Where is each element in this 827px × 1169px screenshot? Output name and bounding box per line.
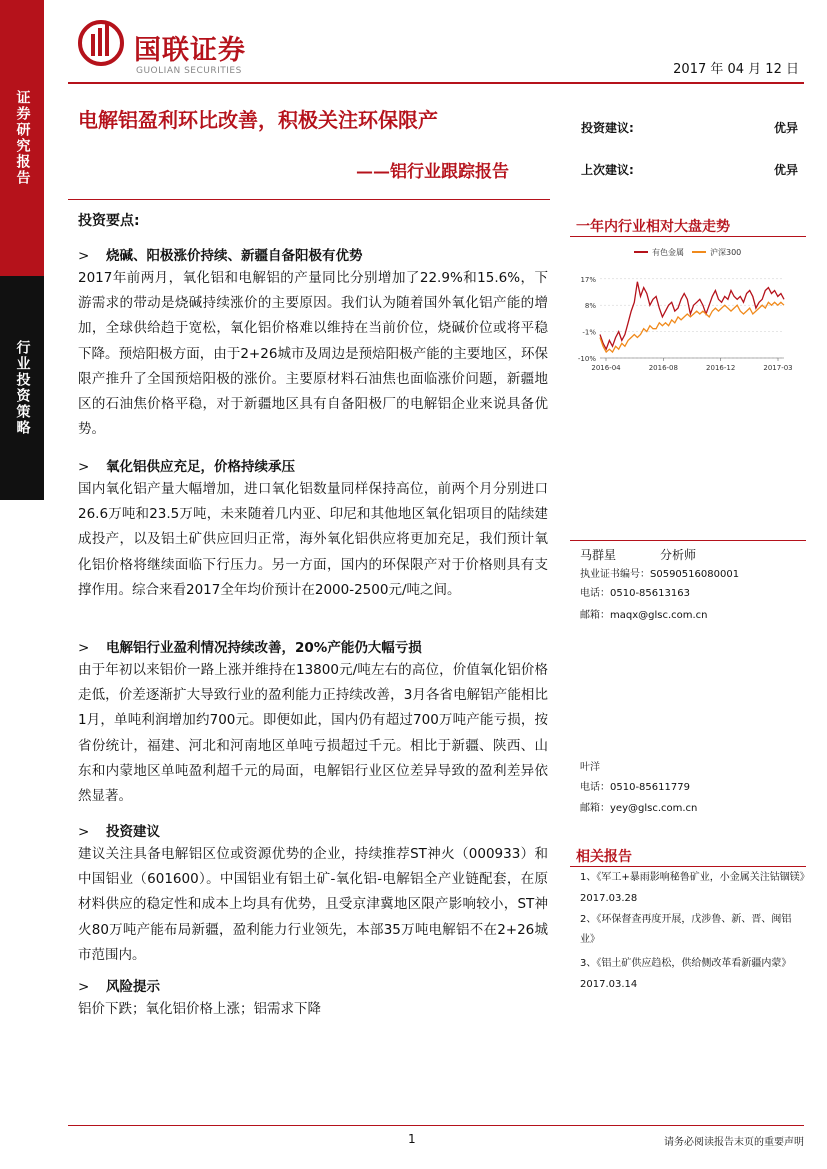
logo-text-en: GUOLIAN SECURITIES — [136, 66, 242, 76]
analyst-email: 邮箱：yey@glsc.com.cn — [580, 803, 698, 814]
report-subtitle: ——铝行业跟踪报告 — [356, 162, 509, 182]
analyst-divider — [570, 540, 806, 541]
paragraph: 2017年前两月，氧化铝和电解铝的产量同比分别增加了22.9%和15.6%，下游需求的带动是烧碱持续涨价的主要原因。我们认为随着国外氧化铝产能的增加，全球供给趋于宽松，氧化铝价格难以维持在当前价位，烧碱价位或将平稳下降。预焙阳极方面，由于2+26城市及周边是预焙阳极产能的主要地区，环保限产推升了全国预焙阳极的涨价。主要原材料石油焦也面临涨价问题，新疆地区的石油焦价格平稳，对于新疆地区具有自备阳极厂的电解铝企业来说具备优势。 — [78, 270, 548, 438]
arrow-right-icon: > — [78, 248, 90, 264]
x-tick-label: 2016-12 — [706, 364, 736, 372]
chart-heading-divider — [570, 236, 806, 237]
analyst-phone: 电话：0510-85613163 — [580, 588, 690, 599]
arrow-right-icon: > — [78, 640, 90, 656]
arrow-right-icon: > — [78, 459, 90, 475]
section-title: 投资要点: — [78, 213, 140, 229]
related-report-date: 2017.03.28 — [580, 893, 638, 904]
related-report-item[interactable]: 1、《军工+暴雨影响秘鲁矿业，小金属关注钴锢镁》 — [580, 872, 810, 883]
paragraph: 国内氧化铝产量大幅增加，进口氧化铝数量同样保持高位，前两个月分别进口26.6万吨和23.5万吨，未来随着几内亚、印尼和其他地区氧化铝项目的陆续建成投产，以及铝土矿供应回归正常，海外氧化铝供应将更加充足，我们预计氧化铝价格将继续面临下行压力。另一方面，国内的环保限产对于价格则具有支撑作用。综合来看2017全年均价预计在2000-2500元/吨之间。 — [78, 481, 548, 598]
related-reports-heading: 相关报告 — [576, 849, 632, 865]
report-title: 电解铝盈利环比改善，积极关注环保限产 — [78, 108, 438, 132]
y-tick-label: 8% — [584, 302, 596, 311]
page-number: 1 — [408, 1132, 416, 1146]
rating-current-label: 投资建议: — [581, 121, 634, 135]
header-divider — [68, 82, 804, 84]
rating-previous-value: 优异 — [774, 163, 799, 177]
rating-previous-label: 上次建议: — [581, 163, 634, 177]
legend-label-csi300: 沪深300 — [710, 248, 742, 257]
paragraph: 建议关注具备电解铝区位或资源优势的企业，持续推荐ST神火（000933）和中国铝业（601600）。中国铝业有铝土矿-氧化铝-电解铝全产业链配套，在原材料供应的稳定性和成本上均具有优势，且受京津冀地区限产影响较小，ST神火80万吨产能布局新疆，盈利能力行业领先，本部35万吨电解铝不在2+26城市范围内。 — [78, 846, 548, 963]
related-report-item[interactable]: 3、《铝土矿供应趋松，供给侧改革看新疆内蒙》 — [580, 958, 792, 969]
bullet-heading: > 投资建议 — [78, 824, 160, 840]
related-report-item[interactable]: 2、《环保督查再度开展，戊涉鲁、新、晋、闽铝业》 — [580, 914, 792, 945]
arrow-right-icon: > — [78, 824, 90, 840]
title-divider — [68, 199, 550, 200]
related-report-date: 2017.03.14 — [580, 979, 638, 990]
arrow-right-icon: > — [78, 979, 90, 995]
analyst-name: 叶洋 — [580, 762, 600, 773]
sidebar-tab-research-report: 证券研究报告 — [0, 0, 44, 276]
paragraph: 由于年初以来铝价一路上涨并维持在13800元/吨左右的高位，价值氧化铝价格走低，价差逐渐扩大导致行业的盈利能力正持续改善，3月各省电解铝产能相比1月，单吨利润增加约700元。即便如此，国内仍有超过700万吨产能亏损，按省份统计，福建、河北和河南地区单吨亏损超过千元。相比于新疆、陕西、山东和内蒙地区单吨盈利超千元的局面，电解铝行业区位差异导致的盈利差异依然显著。 — [78, 662, 548, 805]
analyst-title: 分析师 — [660, 548, 697, 562]
disclaimer-note: 请务必阅读报告末页的重要声明 — [664, 1137, 804, 1148]
logo-text-cn: 国联证券 — [134, 35, 246, 66]
footer-divider — [68, 1125, 804, 1126]
legend-label-nonferrous: 有色金属 — [652, 248, 684, 257]
x-tick-label: 2016-04 — [591, 364, 621, 372]
analyst-phone: 电话：0510-85611779 — [580, 782, 690, 793]
analyst-cert: 执业证书编号：S0590516080001 — [580, 569, 740, 580]
report-date: 2017 年 04 月 12 日 — [673, 62, 799, 77]
x-tick-label: 2017-03 — [763, 364, 793, 372]
bullet-heading: > 风险提示 — [78, 979, 160, 995]
paragraph: 铝价下跌；氧化铝价格上涨；铝需求下降 — [78, 1001, 321, 1017]
chart-heading: 一年内行业相对大盘走势 — [576, 219, 730, 235]
analyst-name: 马群星 — [580, 548, 617, 562]
bullet-heading: > 电解铝行业盈利情况持续改善，20%产能仍大幅亏损 — [78, 640, 422, 656]
analyst-email: 邮箱：maqx@glsc.com.cn — [580, 610, 708, 621]
performance-line-chart — [570, 240, 806, 380]
guolian-logo-icon — [78, 20, 124, 66]
bullet-heading: > 氧化铝供应充足，价格持续承压 — [78, 459, 295, 475]
y-tick-label: 17% — [580, 275, 596, 284]
y-tick-label: -10% — [577, 355, 596, 363]
sidebar-tab-industry-strategy: 行业投资策略 — [0, 276, 44, 500]
related-divider — [570, 866, 806, 867]
rating-current-value: 优异 — [774, 121, 799, 135]
bullet-heading: > 烧碱、阳极涨价持续、新疆自备阳极有优势 — [78, 248, 363, 264]
x-tick-label: 2016-08 — [648, 364, 678, 372]
y-tick-label: -1% — [582, 328, 596, 337]
